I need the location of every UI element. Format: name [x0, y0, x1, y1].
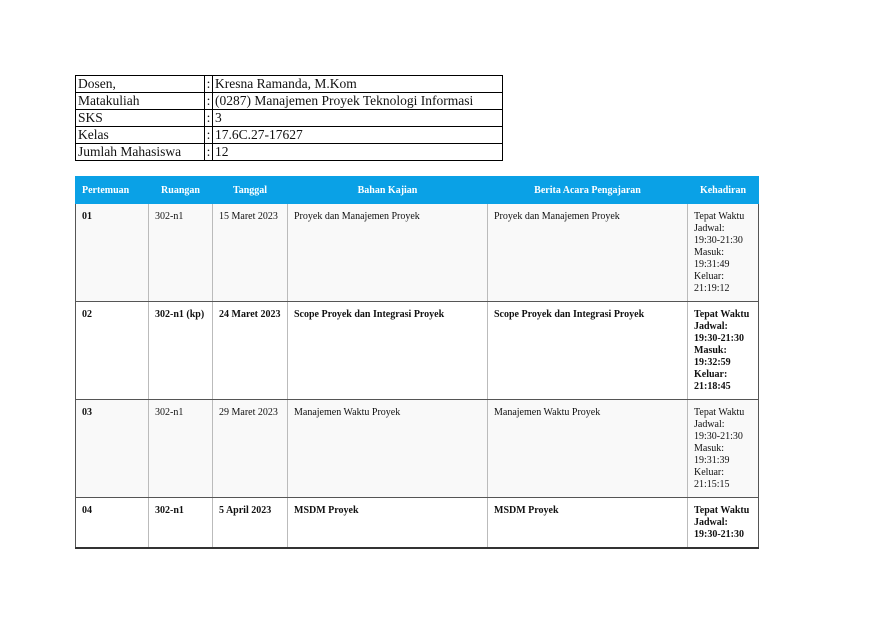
kehadiran-line: Jadwal: [694, 419, 725, 430]
info-row [76, 144, 503, 161]
kehadiran-line: 21:18:45 [694, 381, 731, 392]
info-value: (0287) Manajemen Proyek Teknologi Informasi [213, 93, 503, 110]
cell-tanggal: 24 Maret 2023 [213, 302, 288, 400]
table-row [76, 498, 759, 549]
info-key: Kelas [76, 127, 205, 144]
kehadiran-line: 19:30-21:30 [694, 235, 743, 246]
kehadiran-line: 21:15:15 [694, 479, 730, 490]
cell-tanggal: 29 Maret 2023 [213, 400, 288, 498]
cell-tanggal: 5 April 2023 [213, 498, 288, 549]
cell-ruangan: 302-n1 (kp) [149, 302, 213, 400]
kehadiran-line: 19:30-21:30 [694, 333, 744, 344]
attendance-table [75, 176, 759, 549]
header-bahan-kajian: Bahan Kajian [288, 177, 488, 204]
header-kehadiran: Kehadiran [688, 177, 759, 204]
course-info-table [75, 75, 503, 161]
cell-ruangan: 302-n1 [149, 498, 213, 549]
table-row [76, 302, 759, 400]
cell-pertemuan: 04 [76, 498, 149, 549]
kehadiran-line: Keluar: [694, 271, 724, 282]
table-row [76, 204, 759, 302]
cell-ruangan: 302-n1 [149, 204, 213, 302]
info-row [76, 110, 503, 127]
table-row [76, 400, 759, 498]
header-tanggal: Tanggal [213, 177, 288, 204]
kehadiran-line: Masuk: [694, 345, 727, 356]
info-row [76, 76, 503, 93]
info-key: Dosen, [76, 76, 205, 93]
kehadiran-line: Tepat Waktu [694, 407, 745, 418]
cell-berita-acara: Proyek dan Manajemen Proyek [488, 204, 688, 302]
kehadiran-line: 21:19:12 [694, 283, 730, 294]
info-value: 12 [213, 144, 503, 161]
kehadiran-line: Jadwal: [694, 321, 728, 332]
cell-pertemuan: 01 [76, 204, 149, 302]
kehadiran-line: 19:30-21:30 [694, 529, 744, 540]
info-separator: : [205, 93, 213, 110]
cell-pertemuan: 02 [76, 302, 149, 400]
kehadiran-line: 19:30-21:30 [694, 431, 743, 442]
cell-bahan-kajian: Scope Proyek dan Integrasi Proyek [288, 302, 488, 400]
info-separator: : [205, 127, 213, 144]
cell-berita-acara: Scope Proyek dan Integrasi Proyek [488, 302, 688, 400]
info-key: SKS [76, 110, 205, 127]
cell-tanggal: 15 Maret 2023 [213, 204, 288, 302]
kehadiran-line: Masuk: [694, 247, 724, 258]
kehadiran-line: Keluar: [694, 467, 724, 478]
kehadiran-line: Masuk: [694, 443, 724, 454]
info-separator: : [205, 144, 213, 161]
kehadiran-line: Tepat Waktu [694, 211, 745, 222]
kehadiran-line: 19:31:49 [694, 259, 730, 270]
cell-ruangan: 302-n1 [149, 400, 213, 498]
cell-bahan-kajian: Proyek dan Manajemen Proyek [288, 204, 488, 302]
cell-kehadiran [688, 400, 759, 498]
cell-berita-acara: Manajemen Waktu Proyek [488, 400, 688, 498]
info-separator: : [205, 110, 213, 127]
header-pertemuan: Pertemuan [76, 177, 149, 204]
table-header-row [76, 177, 759, 204]
cell-berita-acara: MSDM Proyek [488, 498, 688, 549]
cell-kehadiran [688, 204, 759, 302]
kehadiran-line: Tepat Waktu [694, 309, 750, 320]
kehadiran-line: 19:31:39 [694, 455, 730, 466]
cell-pertemuan: 03 [76, 400, 149, 498]
cell-kehadiran [688, 302, 759, 400]
cell-kehadiran [688, 498, 759, 549]
info-value: 3 [213, 110, 503, 127]
kehadiran-line: Tepat Waktu [694, 505, 750, 516]
header-ruangan: Ruangan [149, 177, 213, 204]
kehadiran-line: Jadwal: [694, 223, 725, 234]
info-key: Matakuliah [76, 93, 205, 110]
info-separator: : [205, 76, 213, 93]
info-row [76, 93, 503, 110]
info-key: Jumlah Mahasiswa [76, 144, 205, 161]
info-value: Kresna Ramanda, M.Kom [213, 76, 503, 93]
cell-bahan-kajian: Manajemen Waktu Proyek [288, 400, 488, 498]
kehadiran-line: Keluar: [694, 369, 728, 380]
info-row [76, 127, 503, 144]
kehadiran-line: Jadwal: [694, 517, 728, 528]
cell-bahan-kajian: MSDM Proyek [288, 498, 488, 549]
header-berita-acara: Berita Acara Pengajaran [488, 177, 688, 204]
info-value: 17.6C.27-17627 [213, 127, 503, 144]
kehadiran-line: 19:32:59 [694, 357, 731, 368]
